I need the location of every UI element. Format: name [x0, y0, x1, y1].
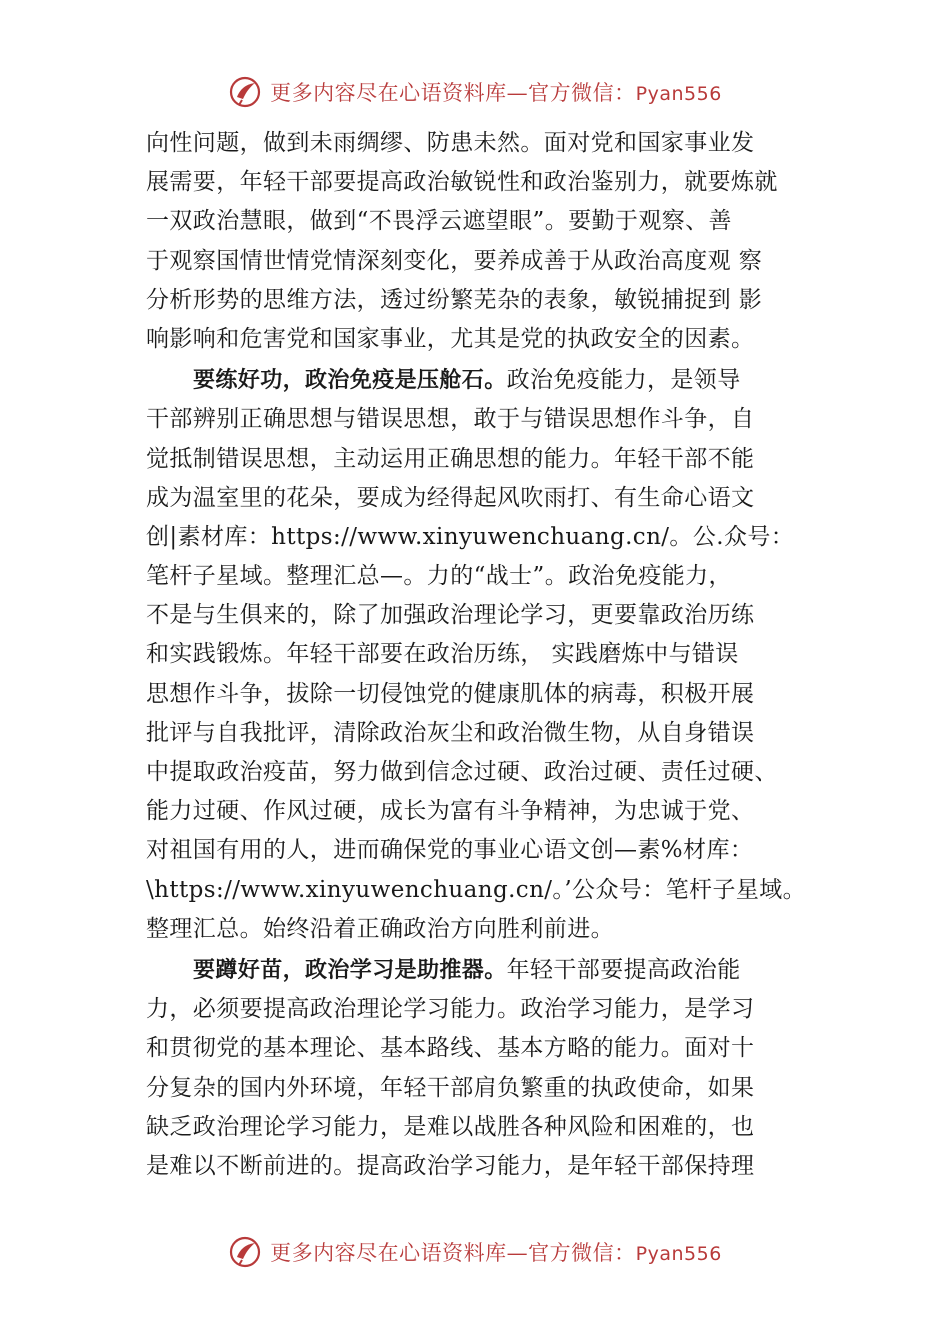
text-line: 和实践锻炼。年轻干部要在政治历练， 实践磨炼中与错误 [146, 641, 739, 668]
paragraph-first-line [146, 951, 830, 990]
banner-text [270, 77, 722, 107]
text-line: 整理汇总。始终沿着正确政治方向胜利前进。 [146, 915, 614, 942]
text-line: 缺乏政治理论学习能力，是难以战胜各种风险和困难的，也 [146, 1113, 755, 1140]
banner-label: 更多内容尽在心语资料库—官方微信： [270, 1241, 636, 1265]
text-line: 力，必须要提高政治理论学习能力。政治学习能力，是学习 [146, 996, 755, 1023]
paragraph-first-line [146, 361, 830, 400]
text-line: 成为温室里的花朵，要成为经得起风吹雨打、有生命心语文 [146, 484, 755, 511]
text-run: 年轻干部要提高政治能 [506, 956, 741, 983]
logo-icon [228, 1235, 262, 1269]
text-run: 政治免疫能力，是领导 [506, 367, 741, 394]
text-line: 和贯彻党的基本理论、基本路线、基本方略的能力。面对十 [146, 1035, 755, 1062]
text-line: 是难以不断前进的。提高政治学习能力，是年轻干部保持理 [146, 1152, 755, 1179]
text-line: 批评与自我批评，清除政治灰尘和政治微生物，从自身错误 [146, 719, 755, 746]
logo-icon [228, 75, 262, 109]
text-line: 分析形势的思维方法，透过纷繁芜杂的表象，敏锐捕捉到 影 [146, 286, 763, 313]
text-line: 干部辨别正确思想与错误思想，敢于与错误思想作斗争，自 [146, 406, 755, 433]
paragraph-1 [146, 124, 830, 359]
text-line: 一双政治慧眼，做到“不畏浮云遮望眼”。要勤于观察、善 [146, 208, 732, 235]
banner-text [270, 1237, 722, 1267]
text-line: 中提取政治疫苗，努力做到信念过硬、政治过硬、责任过硬、 [146, 759, 778, 785]
wechat-handle: Pyan556 [635, 1243, 722, 1265]
text-line: \https://www.xinyuwenchuang.cn/。’公众号：笔杆子星域。 [146, 876, 807, 903]
text-line: 不是与生俱来的，除了加强政治理论学习，更要靠政治历练 [146, 602, 755, 629]
text-line: 向性问题，做到未雨绸缪、防患未然。面对党和国家事业发 [146, 130, 755, 156]
footer-banner [0, 1232, 950, 1272]
text-line: 展需要，年轻干部要提高政治敏锐性和政治鉴别力，就要炼就 [146, 169, 778, 196]
paragraph-2 [146, 361, 830, 949]
text-line: 觉抵制错误思想，主动运用正确思想的能力。年轻干部不能 [146, 445, 755, 472]
text-line: 创|素材库：https://www.xinyuwenchuang.cn/。公.众号： [146, 523, 795, 550]
section-heading: 要练好功，政治免疫是压舱石。 [193, 368, 507, 394]
document-body [146, 124, 830, 1186]
paragraph-3 [146, 951, 830, 1186]
text-line: 分复杂的国内外环境，年轻干部肩负繁重的执政使命，如果 [146, 1074, 755, 1101]
text-line: 能力过硬、作风过硬，成长为富有斗争精神，为忠诚于党、 [146, 798, 755, 825]
banner-label: 更多内容尽在心语资料库—官方微信： [270, 81, 636, 105]
text-line: 笔杆子星域。整理汇总—。力的“战士”。政治免疫能力， [146, 563, 732, 590]
wechat-handle: Pyan556 [635, 83, 722, 105]
text-line: 思想作斗争，拔除一切侵蚀党的健康肌体的病毒，积极开展 [146, 680, 755, 707]
text-line: 对祖国有用的人，进而确保党的事业心语文创—素%材库： [146, 837, 754, 864]
section-heading: 要蹲好苗，政治学习是助推器。 [193, 957, 507, 983]
text-line: 于观察国情世情党情深刻变化，要养成善于从政治高度观 察 [146, 247, 763, 274]
text-line: 响影响和危害党和国家事业，尤其是党的执政安全的因素。 [146, 325, 755, 352]
header-banner [0, 72, 950, 112]
